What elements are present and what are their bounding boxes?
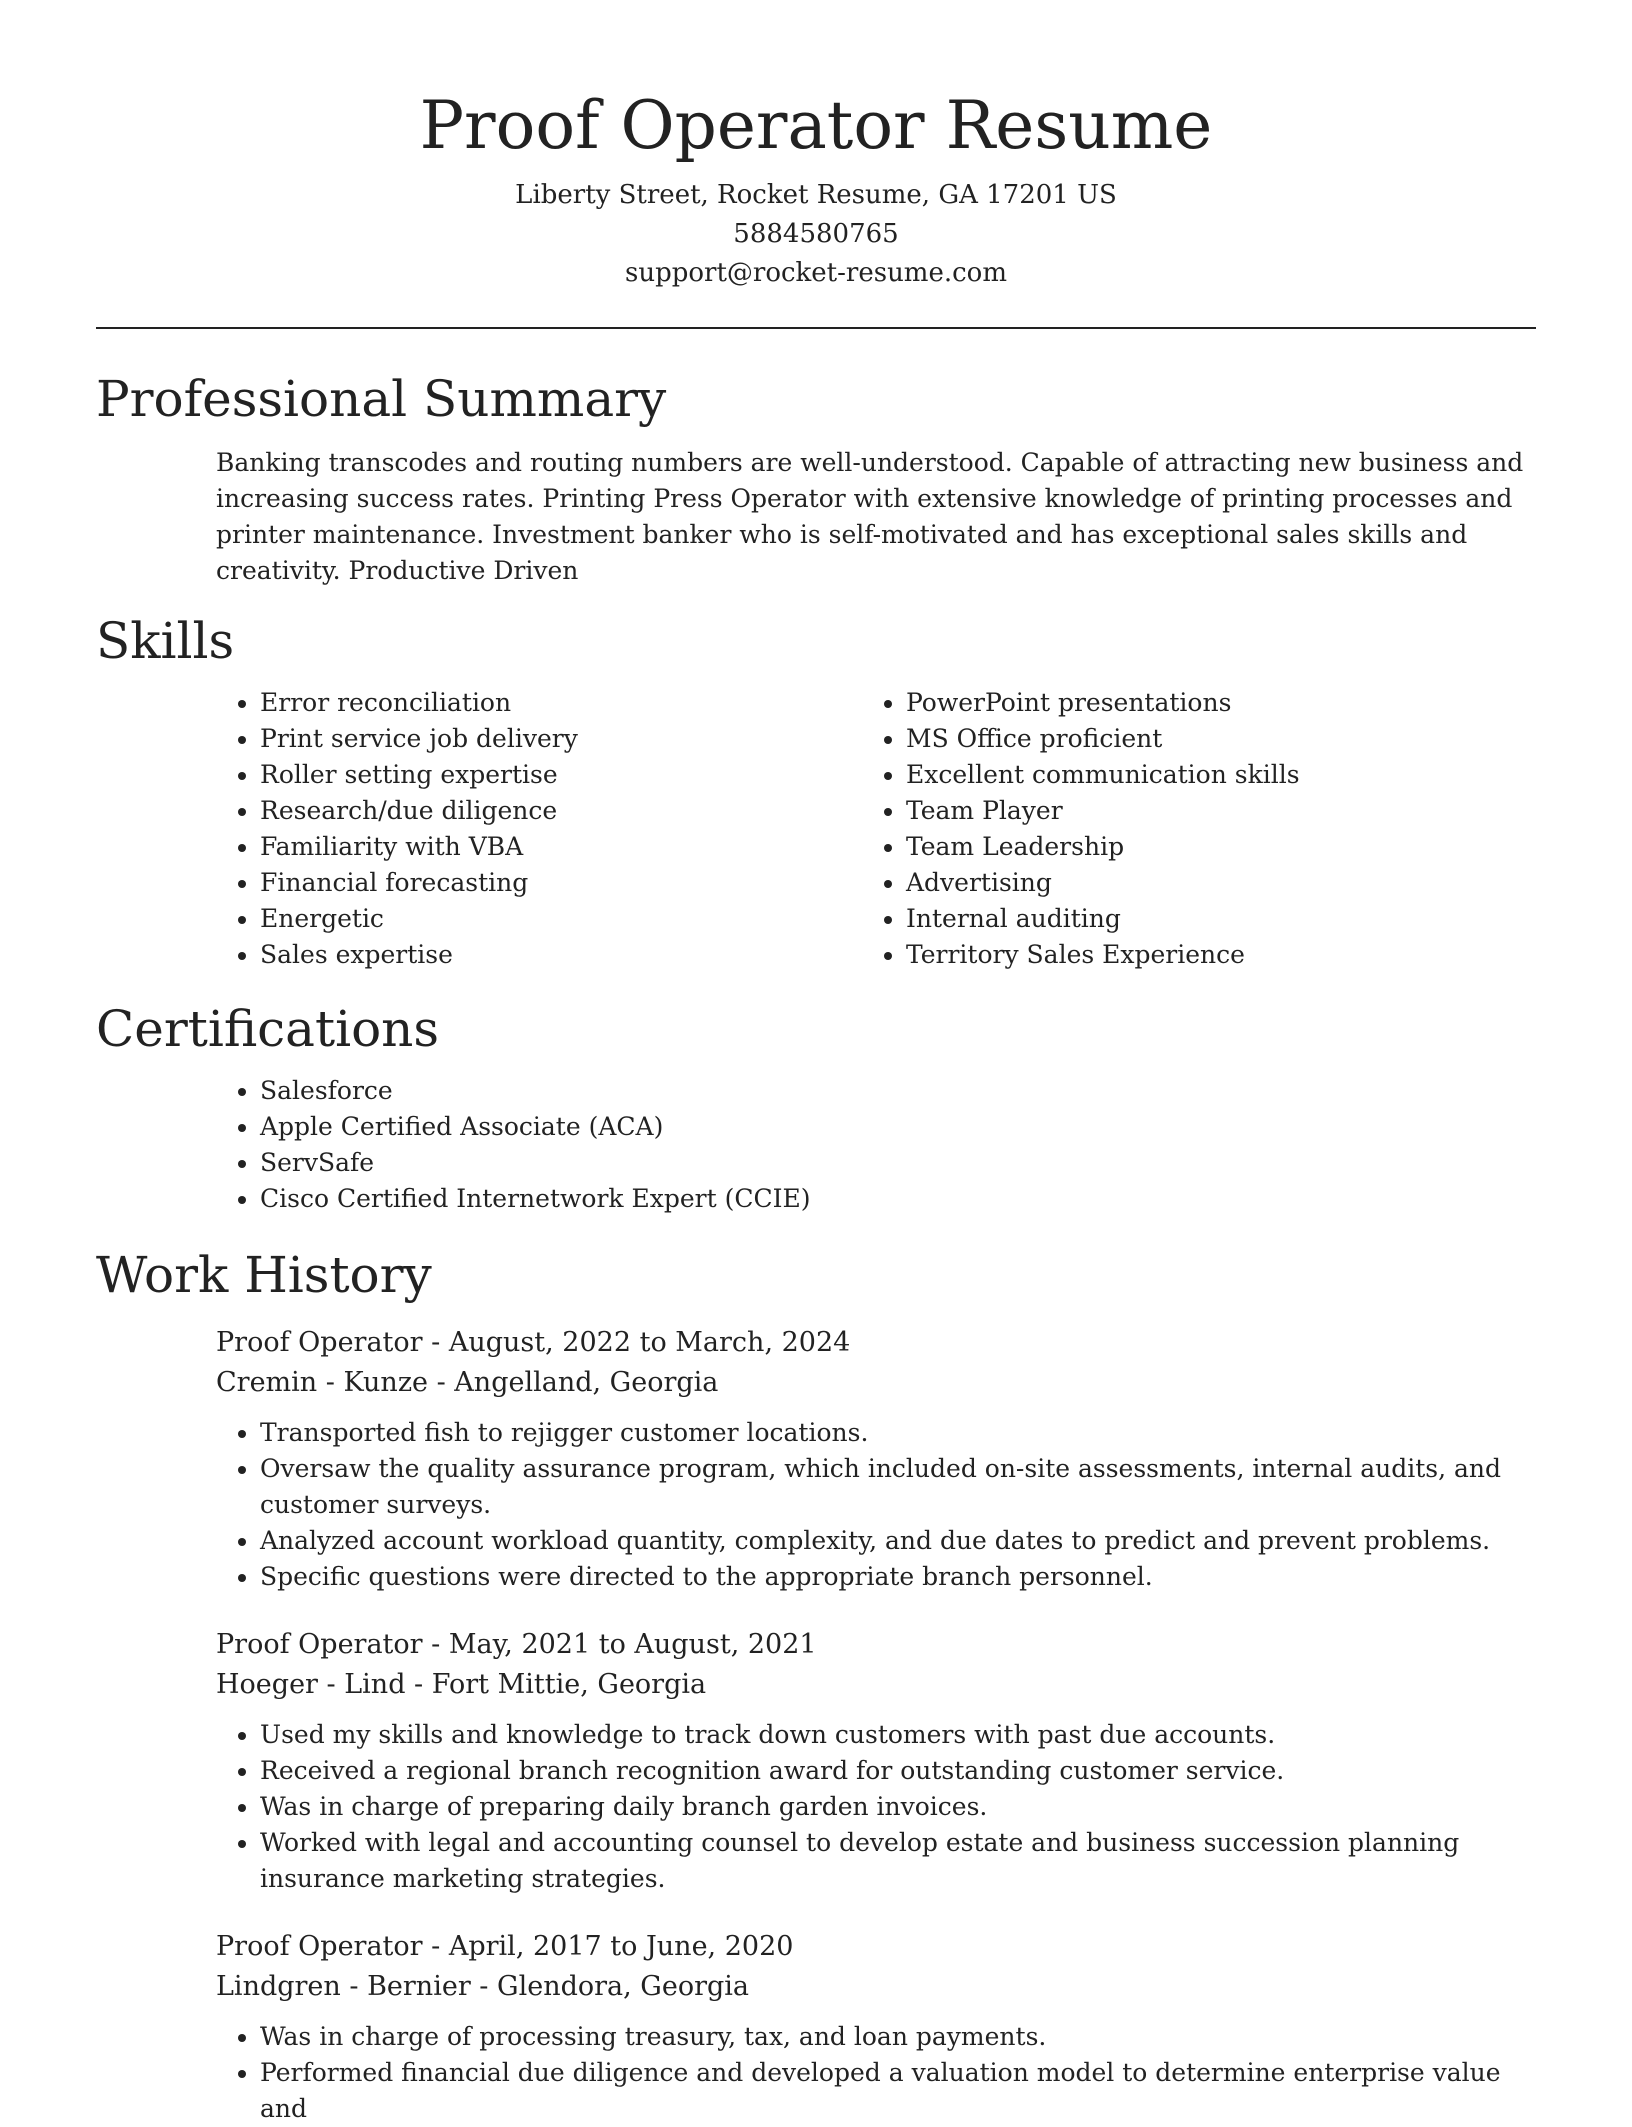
skill-item: • Territory Sales Experience — [906, 937, 1396, 973]
job-company-location: Cremin - Kunze - Angelland, Georgia — [216, 1367, 719, 1398]
job-title-dates: Proof Operator - April, 2017 to June, 2020 — [216, 1931, 794, 1962]
resume-title: Proof Operator Resume — [419, 87, 1213, 164]
job-title-dates: Proof Operator - August, 2022 to March, 2024 — [216, 1327, 851, 1358]
job-duty: • Performed financial due diligence and developed a valuation model to determine enterprise value and — [260, 2055, 1536, 2127]
job-duty: • Analyzed account workload quantity, complexity, and due dates to predict and prevent problems. — [260, 1523, 1536, 1559]
skill-item: • Familiarity with VBA — [260, 829, 746, 865]
job-company-location: Lindgren - Bernier - Glendora, Georgia — [216, 1971, 750, 2002]
email: support@rocket-resume.com — [624, 258, 1007, 288]
summary-heading: Professional Summary — [96, 370, 667, 428]
certifications-heading: Certifications — [96, 1000, 440, 1058]
certifications-list — [260, 1073, 1536, 1217]
job-title-dates: Proof Operator - May, 2021 to August, 2021 — [216, 1629, 817, 1660]
job-duty: • Oversaw the quality assurance program, which included on-site assessments, internal audits, and customer surveys. — [260, 1451, 1536, 1523]
skill-item: • Financial forecasting — [260, 865, 746, 901]
resume-header — [96, 0, 1536, 293]
skill-item: • MS Office proficient — [906, 721, 1396, 757]
job-duty: • Received a regional branch recognition award for outstanding customer service. — [260, 1753, 1536, 1789]
skill-item: • Roller setting expertise — [260, 757, 746, 793]
skill-item: • Print service job delivery — [260, 721, 746, 757]
skill-item: • Research/due diligence — [260, 793, 746, 829]
job-duty: • Was in charge of preparing daily branch garden invoices. — [260, 1789, 1536, 1825]
skill-item: • Internal auditing — [906, 901, 1396, 937]
skills-column-right — [746, 685, 1396, 973]
skill-item: • Team Leadership — [906, 829, 1396, 865]
header-divider — [96, 327, 1536, 329]
job-duties-list — [260, 1717, 1536, 1897]
skill-item: • Excellent communication skills — [906, 757, 1396, 793]
certification-item: • Cisco Certified Internetwork Expert (CCIE) — [260, 1181, 1536, 1217]
job-entry — [216, 1625, 1536, 1897]
job-duty: • Used my skills and knowledge to track down customers with past due accounts. — [260, 1717, 1536, 1753]
resume-page — [96, 0, 1536, 2127]
skill-item: • Advertising — [906, 865, 1396, 901]
job-entry — [216, 1927, 1536, 2127]
skills-list-left — [260, 685, 746, 973]
certification-item: • Salesforce — [260, 1073, 1536, 1109]
job-duty: • Specific questions were directed to the appropriate branch personnel. — [260, 1559, 1536, 1595]
job-duty: • Was in charge of processing treasury, tax, and loan payments. — [260, 2019, 1536, 2055]
job-duties-list — [260, 2019, 1536, 2127]
contact-info — [96, 176, 1536, 293]
skills-list-right — [906, 685, 1396, 973]
skills-column-left — [96, 685, 746, 973]
job-duties-list — [260, 1415, 1536, 1595]
job-duty: • Worked with legal and accounting counsel to develop estate and business succession planning insurance marketing strategies. — [260, 1825, 1536, 1897]
summary-text: Banking transcodes and routing numbers are well-understood. Capable of attracting new business and increasing success rates. Printing Press Operator with extensive knowledge of printing processes and printer maintenance. Investment banker who is self-motivated and has exceptional sales skills and creativity. Productive Driven — [216, 448, 1524, 585]
skill-item: • PowerPoint presentations — [906, 685, 1396, 721]
job-entry — [216, 1323, 1536, 1595]
work-history-heading: Work History — [96, 1246, 432, 1304]
job-company-location: Hoeger - Lind - Fort Mittie, Georgia — [216, 1669, 707, 1700]
skills-heading: Skills — [96, 612, 235, 670]
address: Liberty Street, Rocket Resume, GA 17201 US — [515, 180, 1117, 210]
skill-item: • Error reconciliation — [260, 685, 746, 721]
certification-item: • Apple Certified Associate (ACA) — [260, 1109, 1536, 1145]
skills-columns — [96, 685, 1536, 973]
skill-item: • Energetic — [260, 901, 746, 937]
skill-item: • Team Player — [906, 793, 1396, 829]
phone: 5884580765 — [733, 219, 899, 249]
job-duty: • Transported fish to rejigger customer locations. — [260, 1415, 1536, 1451]
skill-item: • Sales expertise — [260, 937, 746, 973]
certification-item: • ServSafe — [260, 1145, 1536, 1181]
